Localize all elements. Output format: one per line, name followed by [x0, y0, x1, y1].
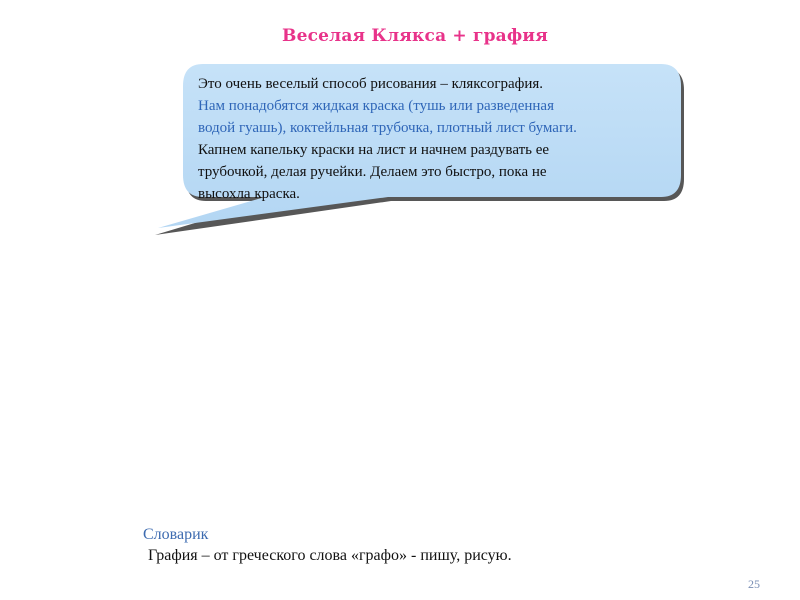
bubble-text [198, 73, 668, 205]
bubble-line-6: высохла краска. [198, 186, 300, 202]
bubble-line-4: Капнем капельку краски на лист и начнем раздувать ее [198, 142, 550, 158]
bubble-line-5: трубочкой, делая ручейки. Делаем это быстро, пока не [198, 164, 547, 180]
glossary-heading: Словарик [143, 526, 209, 543]
bubble-line-1: Это очень веселый способ рисования – кляксография. [198, 76, 544, 92]
bubble-line-2: Нам понадобятся жидкая краска (тушь или разведенная [198, 98, 554, 114]
page-number: 25 [748, 577, 760, 591]
slide-title: Веселая Клякса + графия [282, 26, 548, 46]
bubble-line-3: водой гуашь), коктейльная трубочка, плотный лист бумаги. [198, 120, 577, 136]
glossary-definition: Графия – от греческого слова «графо» - пишу, рисую. [148, 547, 512, 564]
